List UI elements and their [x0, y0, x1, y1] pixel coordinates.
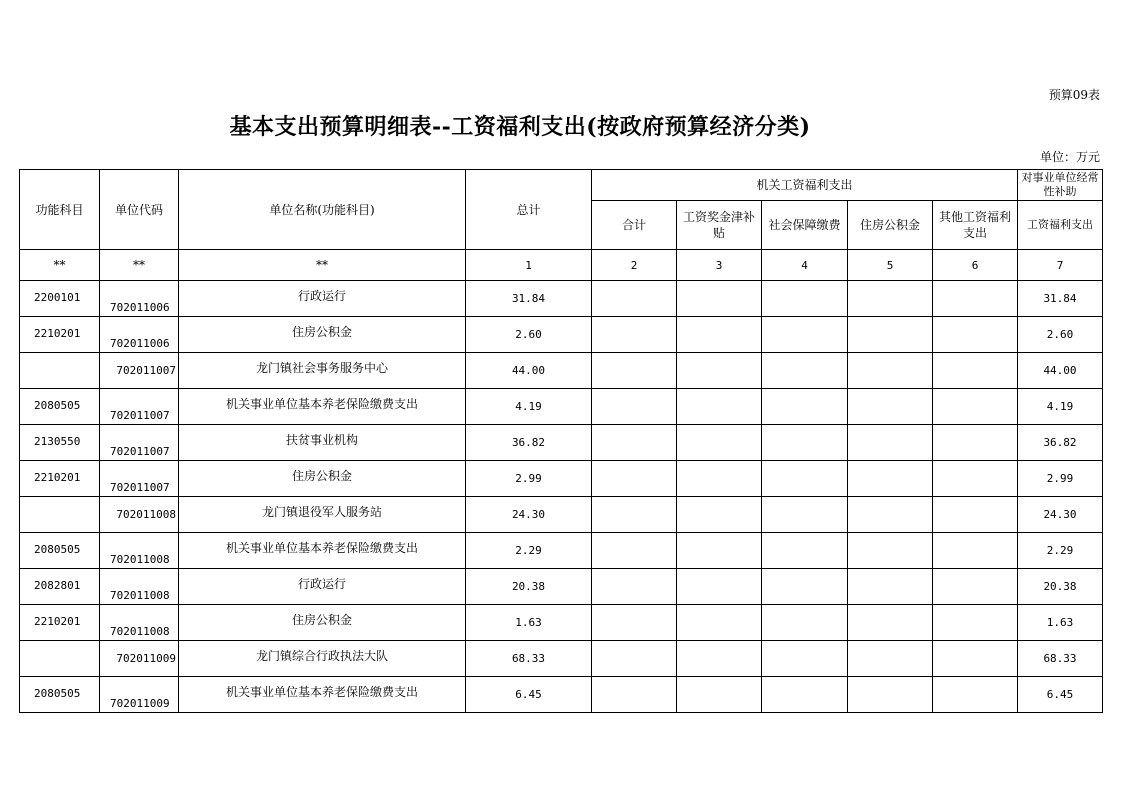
unit-code-cell: 702011006 [100, 281, 179, 317]
amount-cell-c7: 2.60 [1018, 317, 1103, 353]
amount-cell-c2 [592, 461, 677, 497]
amount-cell-c3 [677, 353, 762, 389]
total-cell: 24.30 [466, 497, 592, 533]
amount-cell-c5 [848, 569, 933, 605]
func-code-cell: 2082801 [20, 569, 100, 605]
amount-cell-c2 [592, 533, 677, 569]
amount-cell-c7: 24.30 [1018, 497, 1103, 533]
func-code-cell [20, 353, 100, 389]
table-row [20, 425, 1103, 461]
amount-cell-c3 [677, 461, 762, 497]
func-code-cell: 2200101 [20, 281, 100, 317]
amount-cell-c7: 44.00 [1018, 353, 1103, 389]
table-row [20, 497, 1103, 533]
amount-cell-c6 [933, 641, 1018, 677]
unit-code-cell: 702011009 [100, 677, 179, 713]
amount-cell-c7: 31.84 [1018, 281, 1103, 317]
amount-cell-c4 [762, 461, 848, 497]
table-row [20, 317, 1103, 353]
amount-cell-c6 [933, 533, 1018, 569]
amount-cell-c4 [762, 497, 848, 533]
amount-cell-c5 [848, 425, 933, 461]
unit-name-cell: 龙门镇社会事务服务中心 [179, 353, 466, 389]
func-code-cell [20, 497, 100, 533]
amount-cell-c7: 36.82 [1018, 425, 1103, 461]
unit-name-cell: 龙门镇退役军人服务站 [179, 497, 466, 533]
func-code-cell: 2210201 [20, 317, 100, 353]
func-code-cell: 2080505 [20, 677, 100, 713]
index-cell: 5 [848, 250, 933, 281]
func-code-cell: 2210201 [20, 461, 100, 497]
unit-name-cell: 龙门镇综合行政执法大队 [179, 641, 466, 677]
amount-cell-c2 [592, 281, 677, 317]
header-salary-bonus: 工资奖金津补贴 [677, 201, 762, 250]
amount-cell-c3 [677, 425, 762, 461]
unit-code-cell: 702011007 [100, 389, 179, 425]
amount-cell-c7: 6.45 [1018, 677, 1103, 713]
header-social-security: 社会保障缴费 [762, 201, 848, 250]
amount-cell-c4 [762, 353, 848, 389]
amount-cell-c6 [933, 677, 1018, 713]
unit-name-cell: 行政运行 [179, 569, 466, 605]
func-code-cell: 2210201 [20, 605, 100, 641]
table-row [20, 569, 1103, 605]
unit-name-cell: 住房公积金 [179, 317, 466, 353]
amount-cell-c5 [848, 533, 933, 569]
amount-cell-c4 [762, 533, 848, 569]
unit-code-cell: 702011008 [100, 533, 179, 569]
unit-code-cell: 702011007 [100, 461, 179, 497]
total-cell: 2.99 [466, 461, 592, 497]
amount-cell-c3 [677, 641, 762, 677]
func-code-cell: 2080505 [20, 533, 100, 569]
unit-code-cell: 702011008 [100, 569, 179, 605]
func-code-cell: 2130550 [20, 425, 100, 461]
amount-cell-c5 [848, 605, 933, 641]
amount-cell-c5 [848, 641, 933, 677]
total-cell: 31.84 [466, 281, 592, 317]
total-cell: 20.38 [466, 569, 592, 605]
index-cell: ** [100, 250, 179, 281]
amount-cell-c4 [762, 425, 848, 461]
unit-name-cell: 机关事业单位基本养老保险缴费支出 [179, 533, 466, 569]
index-cell: ** [20, 250, 100, 281]
amount-cell-c7: 1.63 [1018, 605, 1103, 641]
amount-cell-c2 [592, 497, 677, 533]
unit-code-cell: 702011009 [100, 641, 179, 677]
index-cell: 3 [677, 250, 762, 281]
amount-cell-c3 [677, 533, 762, 569]
unit-code-cell: 702011006 [100, 317, 179, 353]
header-org-welfare-group: 机关工资福利支出 [592, 170, 1018, 201]
amount-cell-c3 [677, 389, 762, 425]
amount-cell-c3 [677, 497, 762, 533]
amount-cell-c6 [933, 605, 1018, 641]
amount-cell-c6 [933, 353, 1018, 389]
header-unit-name: 单位名称(功能科目) [179, 170, 466, 250]
unit-label: 单位：万元 [1039, 150, 1100, 164]
amount-cell-c5 [848, 353, 933, 389]
amount-cell-c4 [762, 317, 848, 353]
amount-cell-c5 [848, 677, 933, 713]
amount-cell-c5 [848, 497, 933, 533]
total-cell: 68.33 [466, 641, 592, 677]
unit-code-cell: 702011008 [100, 605, 179, 641]
budget-table [19, 169, 1103, 713]
amount-cell-c5 [848, 317, 933, 353]
header-total: 总计 [466, 170, 592, 250]
amount-cell-c4 [762, 389, 848, 425]
amount-cell-c2 [592, 569, 677, 605]
amount-cell-c5 [848, 389, 933, 425]
amount-cell-c6 [933, 425, 1018, 461]
header-func-code: 功能科目 [20, 170, 100, 250]
amount-cell-c2 [592, 641, 677, 677]
index-cell: 4 [762, 250, 848, 281]
amount-cell-c4 [762, 281, 848, 317]
amount-cell-c6 [933, 317, 1018, 353]
amount-cell-c4 [762, 569, 848, 605]
total-cell: 6.45 [466, 677, 592, 713]
amount-cell-c7: 2.99 [1018, 461, 1103, 497]
header-sum: 合计 [592, 201, 677, 250]
unit-name-cell: 机关事业单位基本养老保险缴费支出 [179, 677, 466, 713]
total-cell: 2.29 [466, 533, 592, 569]
amount-cell-c7: 20.38 [1018, 569, 1103, 605]
total-cell: 36.82 [466, 425, 592, 461]
header-other-welfare: 其他工资福利支出 [933, 201, 1018, 250]
total-cell: 44.00 [466, 353, 592, 389]
table-row [20, 605, 1103, 641]
amount-cell-c3 [677, 677, 762, 713]
index-cell: 1 [466, 250, 592, 281]
table-row [20, 461, 1103, 497]
amount-cell-c7: 4.19 [1018, 389, 1103, 425]
table-row [20, 533, 1103, 569]
func-code-cell: 2080505 [20, 389, 100, 425]
amount-cell-c3 [677, 317, 762, 353]
unit-name-cell: 扶贫事业机构 [179, 425, 466, 461]
index-cell: 6 [933, 250, 1018, 281]
amount-cell-c5 [848, 461, 933, 497]
total-cell: 4.19 [466, 389, 592, 425]
unit-name-cell: 住房公积金 [179, 605, 466, 641]
amount-cell-c4 [762, 605, 848, 641]
amount-cell-c4 [762, 677, 848, 713]
amount-cell-c6 [933, 461, 1018, 497]
amount-cell-c7: 2.29 [1018, 533, 1103, 569]
unit-name-cell: 住房公积金 [179, 461, 466, 497]
amount-cell-c6 [933, 281, 1018, 317]
amount-cell-c3 [677, 605, 762, 641]
table-row [20, 353, 1103, 389]
total-cell: 2.60 [466, 317, 592, 353]
amount-cell-c6 [933, 569, 1018, 605]
unit-name-cell: 行政运行 [179, 281, 466, 317]
amount-cell-c4 [762, 641, 848, 677]
page-title: 基本支出预算明细表--工资福利支出(按政府预算经济分类) [229, 114, 811, 140]
amount-cell-c5 [848, 281, 933, 317]
header-welfare-expense: 工资福利支出 [1018, 201, 1103, 250]
amount-cell-c2 [592, 677, 677, 713]
unit-name-cell: 机关事业单位基本养老保险缴费支出 [179, 389, 466, 425]
table-row [20, 677, 1103, 713]
header-subsidy-group: 对事业单位经常性补助 [1018, 170, 1103, 201]
index-cell: 2 [592, 250, 677, 281]
amount-cell-c6 [933, 389, 1018, 425]
unit-code-cell: 702011007 [100, 425, 179, 461]
amount-cell-c3 [677, 281, 762, 317]
func-code-cell [20, 641, 100, 677]
amount-cell-c2 [592, 353, 677, 389]
amount-cell-c2 [592, 425, 677, 461]
unit-code-cell: 702011008 [100, 497, 179, 533]
header-unit-code: 单位代码 [100, 170, 179, 250]
amount-cell-c3 [677, 569, 762, 605]
index-cell: 7 [1018, 250, 1103, 281]
table-body [20, 281, 1103, 713]
amount-cell-c6 [933, 497, 1018, 533]
table-row [20, 281, 1103, 317]
header-housing-fund: 住房公积金 [848, 201, 933, 250]
unit-code-cell: 702011007 [100, 353, 179, 389]
amount-cell-c2 [592, 317, 677, 353]
index-cell: ** [179, 250, 466, 281]
form-number: 预算09表 [1048, 88, 1100, 102]
table-row [20, 389, 1103, 425]
amount-cell-c7: 68.33 [1018, 641, 1103, 677]
index-row [20, 250, 1103, 281]
total-cell: 1.63 [466, 605, 592, 641]
amount-cell-c2 [592, 605, 677, 641]
table-row [20, 641, 1103, 677]
amount-cell-c2 [592, 389, 677, 425]
